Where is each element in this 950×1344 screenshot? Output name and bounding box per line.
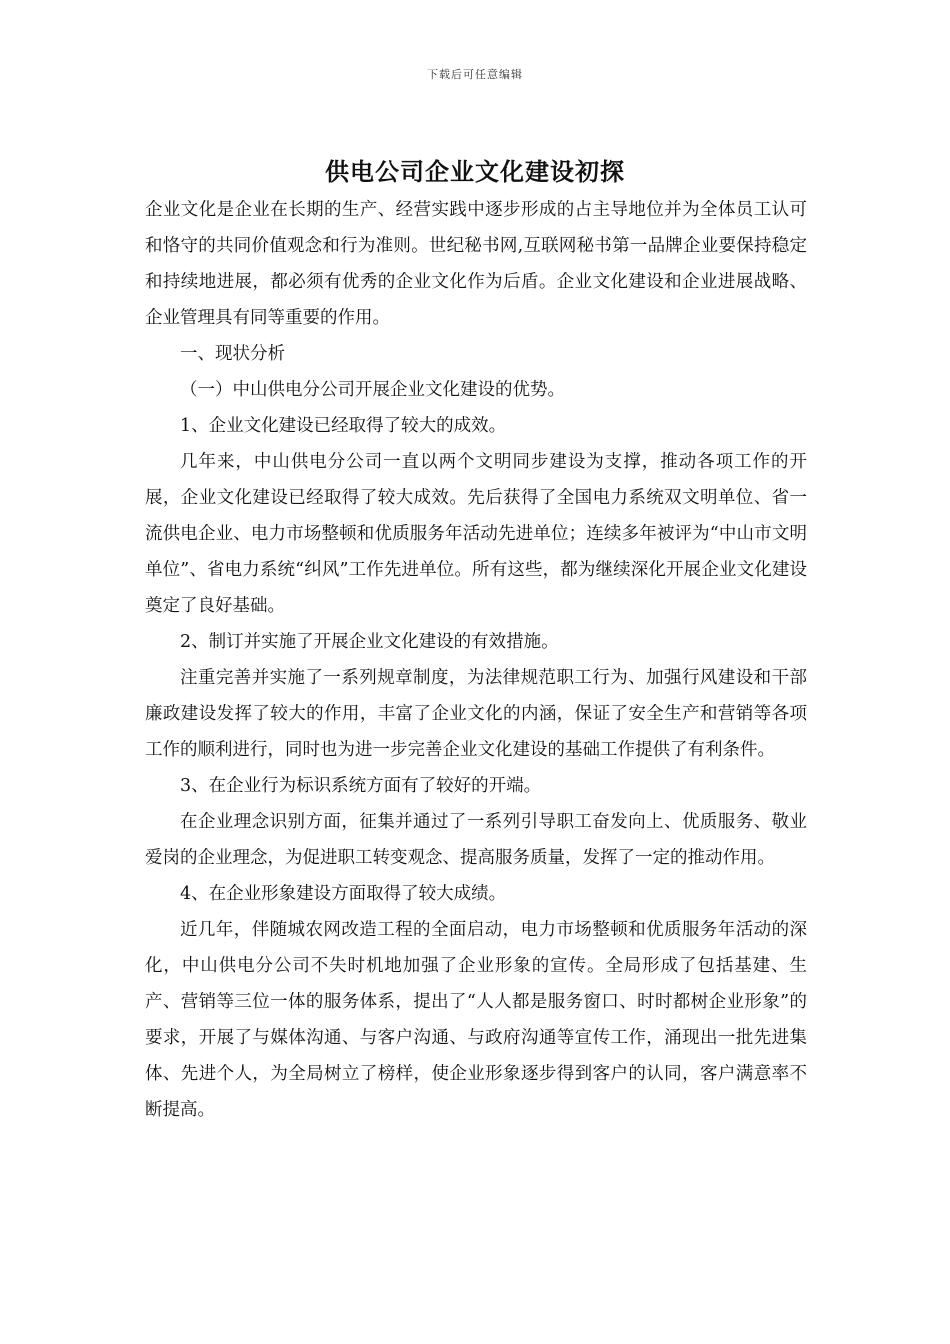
section-heading: 一、现状分析 xyxy=(180,344,285,364)
paragraph: 注重完善并实施了一系列规章制度，为法律规范职工行为、加强行风建设和干部廉政建设发挥了较大的作用，丰富了企业文化的内涵，保证了安全生产和营销等各项工作的顺利进行，同时也为进一步完善企业文化建设的基础工作提供了有利条件。 xyxy=(145,668,807,760)
subsection-heading: （一）中山供电分公司开展企业文化建设的优势。 xyxy=(180,380,565,400)
paragraph-intro: 企业文化是企业在长期的生产、经营实践中逐步形成的占主导地位并为全体员工认可和恪守的共同价值观念和行为准则。世纪秘书网,互联网秘书第一品牌企业要保持稳定和持续地进展，都必须有优秀的企业文化作为后盾。企业文化建设和企业进展战略、企业管理具有同等重要的作用。 xyxy=(145,200,807,328)
point-heading: 3、在企业行为标识系统方面有了较好的开端。 xyxy=(180,776,542,796)
paragraph: 几年来，中山供电分公司一直以两个文明同步建设为支撑，推动各项工作的开展，企业文化建设已经取得了较大成效。先后获得了全国电力系统双文明单位、省一流供电企业、电力市场整顿和优质服务年活动先进单位；连续多年被评为“中山市文明单位”、省电力系统“纠风”工作先进单位。所有这些，都为继续深化开展企业文化建设奠定了良好基础。 xyxy=(145,452,807,616)
point-heading: 4、在企业形象建设方面取得了较大成绩。 xyxy=(180,884,507,904)
point-heading: 2、制订并实施了开展企业文化建设的有效措施。 xyxy=(180,632,559,652)
point-heading: 1、企业文化建设已经取得了较大的成效。 xyxy=(180,416,507,436)
paragraph: 在企业理念识别方面，征集并通过了一系列引导职工奋发向上、优质服务、敬业爱岗的企业理念，为促进职工转变观念、提高服务质量，发挥了一定的推动作用。 xyxy=(145,812,807,868)
paragraph: 近几年，伴随城农网改造工程的全面启动，电力市场整顿和优质服务年活动的深化，中山供电分公司不失时机地加强了企业形象的宣传。全局形成了包括基建、生产、营销等三位一体的服务体系，提出了“人人都是服务窗口、时时都树企业形象”的要求，开展了与媒体沟通、与客户沟通、与政府沟通等宣传工作，涌现出一批先进集体、先进个人，为全局树立了榜样，使企业形象逐步得到客户的认同，客户满意率不断提高。 xyxy=(145,920,807,1120)
document-title: 供电公司企业文化建设初探 xyxy=(325,157,625,186)
document-body xyxy=(145,192,807,1128)
header-note: 下载后可任意编辑 xyxy=(427,68,523,81)
